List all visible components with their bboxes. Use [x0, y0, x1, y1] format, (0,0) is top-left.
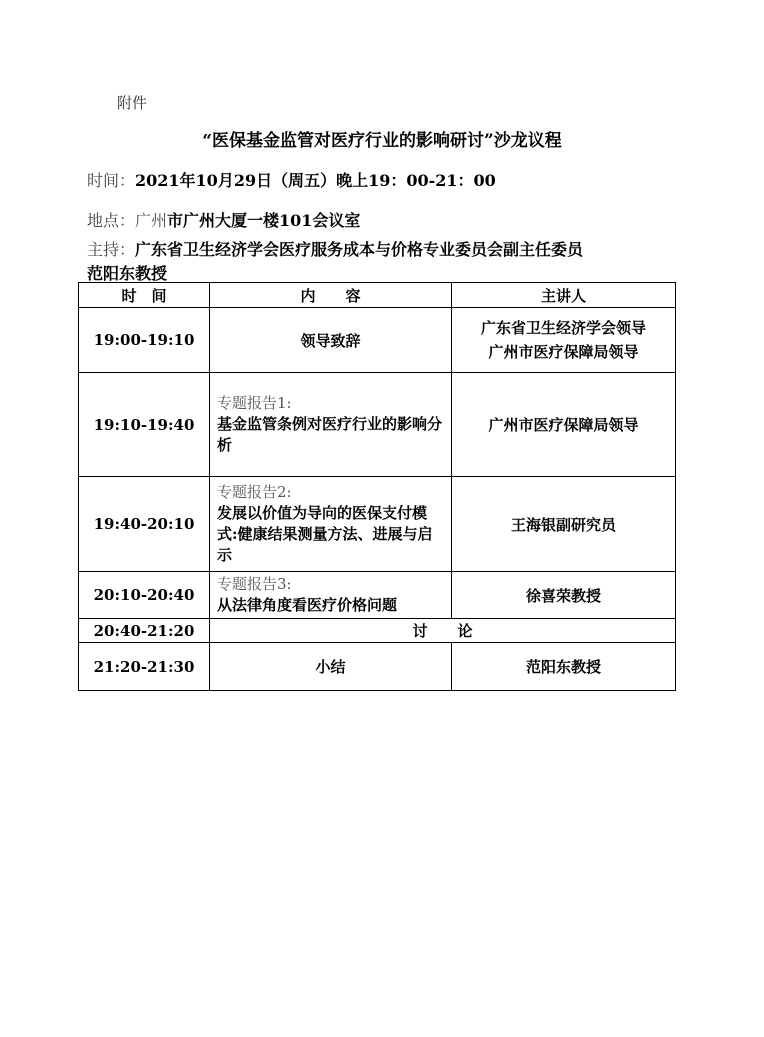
row-time: 21:20-21:30	[79, 643, 210, 691]
row-content	[210, 373, 452, 477]
row-time: 20:40-21:20	[79, 619, 210, 643]
row-content	[210, 477, 452, 572]
page-title: “医保基金监管对医疗行业的影响研讨”沙龙议程	[202, 131, 562, 151]
report-title: 发展以价值为导向的医保支付模式:健康结果测量方法、进展与启示	[217, 504, 433, 564]
host-value-line1: 广东省卫生经济学会医疗服务成本与价格专业委员会副主任委员	[135, 240, 584, 259]
row-content: 领导致辞	[210, 308, 452, 373]
host-info-line2: 范阳东教授	[87, 264, 168, 283]
row-time: 19:40-20:10	[79, 477, 210, 572]
header-time: 时 间	[79, 283, 210, 308]
time-value: 2021年10月29日（周五）晚上19：00-21：00	[135, 171, 496, 190]
row-time: 20:10-20:40	[79, 572, 210, 619]
table-row	[79, 572, 676, 619]
time-info	[87, 168, 496, 191]
header-content: 内 容	[210, 283, 452, 308]
table-row	[79, 373, 676, 477]
time-label: 时间：	[87, 171, 136, 190]
row-speaker: 范阳东教授	[452, 643, 676, 691]
host-info	[87, 237, 583, 260]
host-label: 主持：	[87, 240, 136, 259]
speaker-line1: 广东省卫生经济学会领导	[480, 319, 646, 337]
table-row	[79, 477, 676, 572]
report-label: 专题报告3:	[217, 575, 292, 593]
attachment-label: 附件	[117, 94, 148, 112]
table-row	[79, 619, 676, 643]
row-content	[210, 572, 452, 619]
report-label: 专题报告1:	[217, 394, 292, 412]
report-label: 专题报告2:	[217, 483, 292, 501]
row-time: 19:00-19:10	[79, 308, 210, 373]
report-title: 从法律角度看医疗价格问题	[217, 596, 398, 614]
report-title: 基金监管条例对医疗行业的影响分析	[217, 415, 443, 454]
place-value: 市广州大厦一楼101会议室	[167, 211, 361, 230]
place-label: 地点：	[87, 211, 136, 230]
agenda-table	[78, 282, 676, 691]
row-time: 19:10-19:40	[79, 373, 210, 477]
table-row	[79, 308, 676, 373]
row-content: 讨 论	[210, 619, 676, 643]
row-speaker: 徐喜荣教授	[452, 572, 676, 619]
table-row	[79, 643, 676, 691]
header-speaker: 主讲人	[452, 283, 676, 308]
table-header-row	[79, 283, 676, 308]
row-content: 小结	[210, 643, 452, 691]
speaker-line2: 广州市医疗保障局领导	[488, 343, 639, 361]
row-speaker: 王海银副研究员	[452, 477, 676, 572]
row-speaker: 广州市医疗保障局领导	[452, 373, 676, 477]
place-city: 广州	[135, 211, 168, 230]
place-info	[87, 208, 360, 231]
row-speaker	[452, 308, 676, 373]
